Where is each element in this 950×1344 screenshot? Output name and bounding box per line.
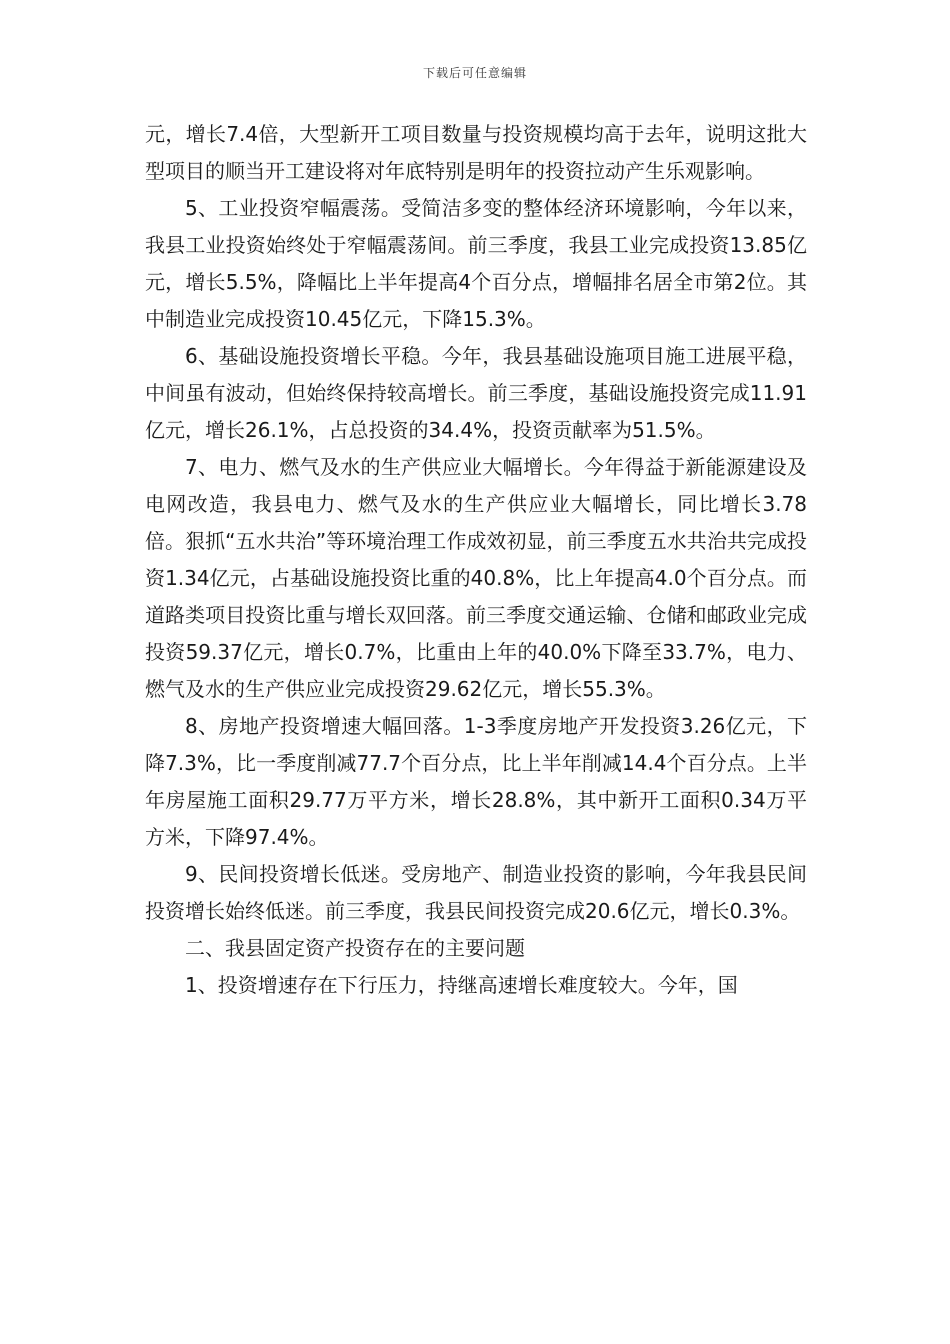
paragraph-growth-pressure: 1、投资增速存在下行压力，持继高速增长难度较大。今年，国 [185, 973, 738, 997]
paragraph-real-estate-investment: 8、房地产投资增速大幅回落。1-3季度房地产开发投资3.26亿元，下降7.3%，比一季度削减77.7个百分点，比上半年削减14.4个百分点。上半年房屋施工面积29.77万平方米，增长28.8%，其中新开工面积0.34万平方米，下降97.4%。 [145, 714, 807, 849]
page-header: 下载后可任意编辑 [422, 66, 527, 80]
paragraph-continuation: 元，增长7.4倍，大型新开工项目数量与投资规模均高于去年，说明这批大型项目的顺当开工建设将对年底特别是明年的投资拉动产生乐观影响。 [145, 122, 807, 183]
document-body [145, 116, 807, 1004]
paragraph-industrial-investment: 5、工业投资窄幅震荡。受简洁多变的整体经济环境影响，今年以来，我县工业投资始终处于窄幅震荡间。前三季度，我县工业完成投资13.85亿元，增长5.5%，降幅比上半年提高4个百分点，增幅排名居全市第2位。其中制造业完成投资10.45亿元，下降15.3%。 [145, 196, 807, 331]
paragraph-infrastructure-investment: 6、基础设施投资增长平稳。今年，我县基础设施项目施工进展平稳，中间虽有波动，但始终保持较高增长。前三季度，基础设施投资完成11.91亿元，增长26.1%，占总投资的34.4%，投资贡献率为51.5%。 [145, 344, 807, 442]
paragraph-private-investment: 9、民间投资增长低迷。受房地产、制造业投资的影响，今年我县民间投资增长始终低迷。前三季度，我县民间投资完成20.6亿元，增长0.3%。 [145, 862, 807, 923]
paragraph-utilities-investment: 7、电力、燃气及水的生产供应业大幅增长。今年得益于新能源建设及电网改造，我县电力、燃气及水的生产供应业大幅增长，同比增长3.78倍。狠抓“五水共治”等环境治理工作成效初显，前三季度五水共治共完成投资1.34亿元，占基础设施投资比重的40.8%，比上年提高4.0个百分点。而道路类项目投资比重与增长双回落。前三季度交通运输、仓储和邮政业完成投资59.37亿元，增长0.7%，比重由上年的40.0%下降至33.7%，电力、燃气及水的生产供应业完成投资29.62亿元，增长55.3%。 [145, 455, 807, 701]
section-heading-main-problems: 二、我县固定资产投资存在的主要问题 [185, 936, 525, 960]
